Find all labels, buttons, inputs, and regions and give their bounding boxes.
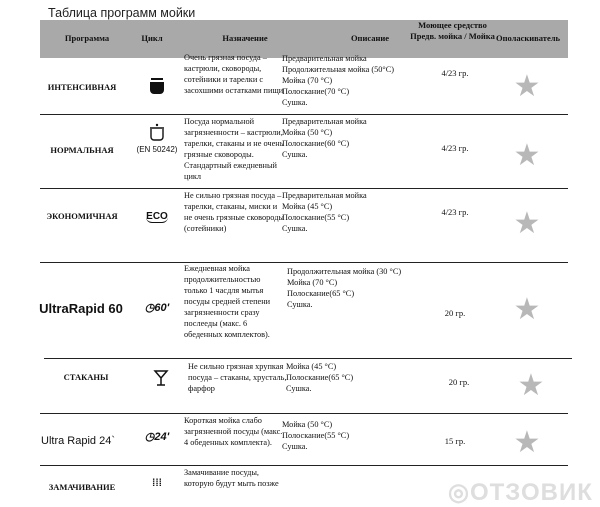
detergent-amount: 20 гр. [448,377,470,387]
table-row [40,114,568,188]
table-row [44,358,572,413]
star-icon: ★ [517,369,545,402]
header-cycle: Цикл [141,33,163,43]
timer-24-icon: ◷24' [144,431,170,443]
program-name: СТАКАНЫ [63,372,109,382]
detergent-amount: 4/23 гр. [441,207,469,217]
detergent-amount: 20 гр. [444,308,466,318]
program-name: ЭКОНОМИЧНАЯ [46,211,118,221]
table-row [40,188,568,262]
header-description: Описание [350,33,390,43]
star-icon: ★ [513,70,541,103]
soak-icon: ⁞⁞⁞ [152,478,162,489]
description: Мойка (50 °C) Полоскание(55 °C) Сушка. [282,420,350,451]
detergent-amount: 4/23 гр. [441,143,469,153]
pot-outline-icon [134,123,180,154]
description: Предварительная мойка Продолжительная мойка (50°C) Мойка (70 °C) Полоскание(70 °C) Сушка. [282,54,395,107]
program-name: НОРМАЛЬНАЯ [50,145,114,155]
description: Мойка (45 °C) Полоскание(65 °C) Сушка. [286,362,354,393]
program-name: UltraRapid 60 [39,301,123,316]
star-icon: ★ [513,139,541,172]
cycle-note: (EN 50242) [136,145,178,154]
header-rinse: Ополаскиватель [495,33,561,43]
purpose-text: Не сильно грязная посуда – тарелки, стаканы, миски и не очень грязные сковороды (сотейники) [184,191,285,233]
header-program: Программа [64,33,110,43]
timer-60-icon: ◷60' [144,302,170,314]
table-row [40,413,568,465]
program-name: ИНТЕНСИВНАЯ [47,82,117,92]
detergent-amount: 15 гр. [444,436,466,446]
star-icon: ★ [513,426,541,459]
page-title: Таблица программ мойки [48,6,196,20]
pot-filled-icon [134,76,180,98]
table-row [40,53,568,114]
description: Предварительная мойка Мойка (45 °C) Полоскание(55 °C) Сушка. [282,191,367,233]
purpose-text: Не сильно грязная хрупкая посуда – стаканы, хрусталь, фарфор [188,362,287,393]
program-name: Ultra Rapid 24` [41,435,115,447]
star-icon: ★ [513,207,541,240]
description: Продолжительная мойка (30 °C) Мойка (70 °C) Полоскание(65 °C) Сушка. [287,267,402,309]
purpose-text: Очень грязная посуда – кастрюли, сковороды, сотейники и тарелки с засохшими остатками пищи [184,53,284,95]
purpose-text: Ежедневная мойка продолжительностью только 1 часдля мытья посуды средней степени загрязненности сразу послееды (макс. 6 обеденных комплектов). [184,264,271,339]
purpose-text: Замачивание посуды, которую будут мыть позже [184,468,279,488]
table-row [40,262,568,358]
detergent-amount: 4/23 гр. [441,68,469,78]
description: Предварительная мойка Мойка (50 °C) Полоскание(60 °C) Сушка. [282,117,367,159]
glass-icon [138,369,184,389]
watermark-logo: ◎ОТЗОВИК [448,479,593,506]
star-icon: ★ [513,293,541,326]
program-name: ЗАМАЧИВАНИЕ [48,482,116,492]
header-purpose: Назначение [222,33,268,43]
purpose-text: Короткая мойка слабо загрязненной посуды (макс. 4 обеденных комплекта). [184,416,283,447]
header-detergent: Моющее средство Предв. мойка / Мойка [410,20,495,41]
purpose-text: Посуда нормальной загрязненности – кастрюли, тарелки, стаканы и не очень грязные сковороды. Стандартный ежедневный цикл [184,117,284,181]
eco-icon: ECO [146,211,168,222]
